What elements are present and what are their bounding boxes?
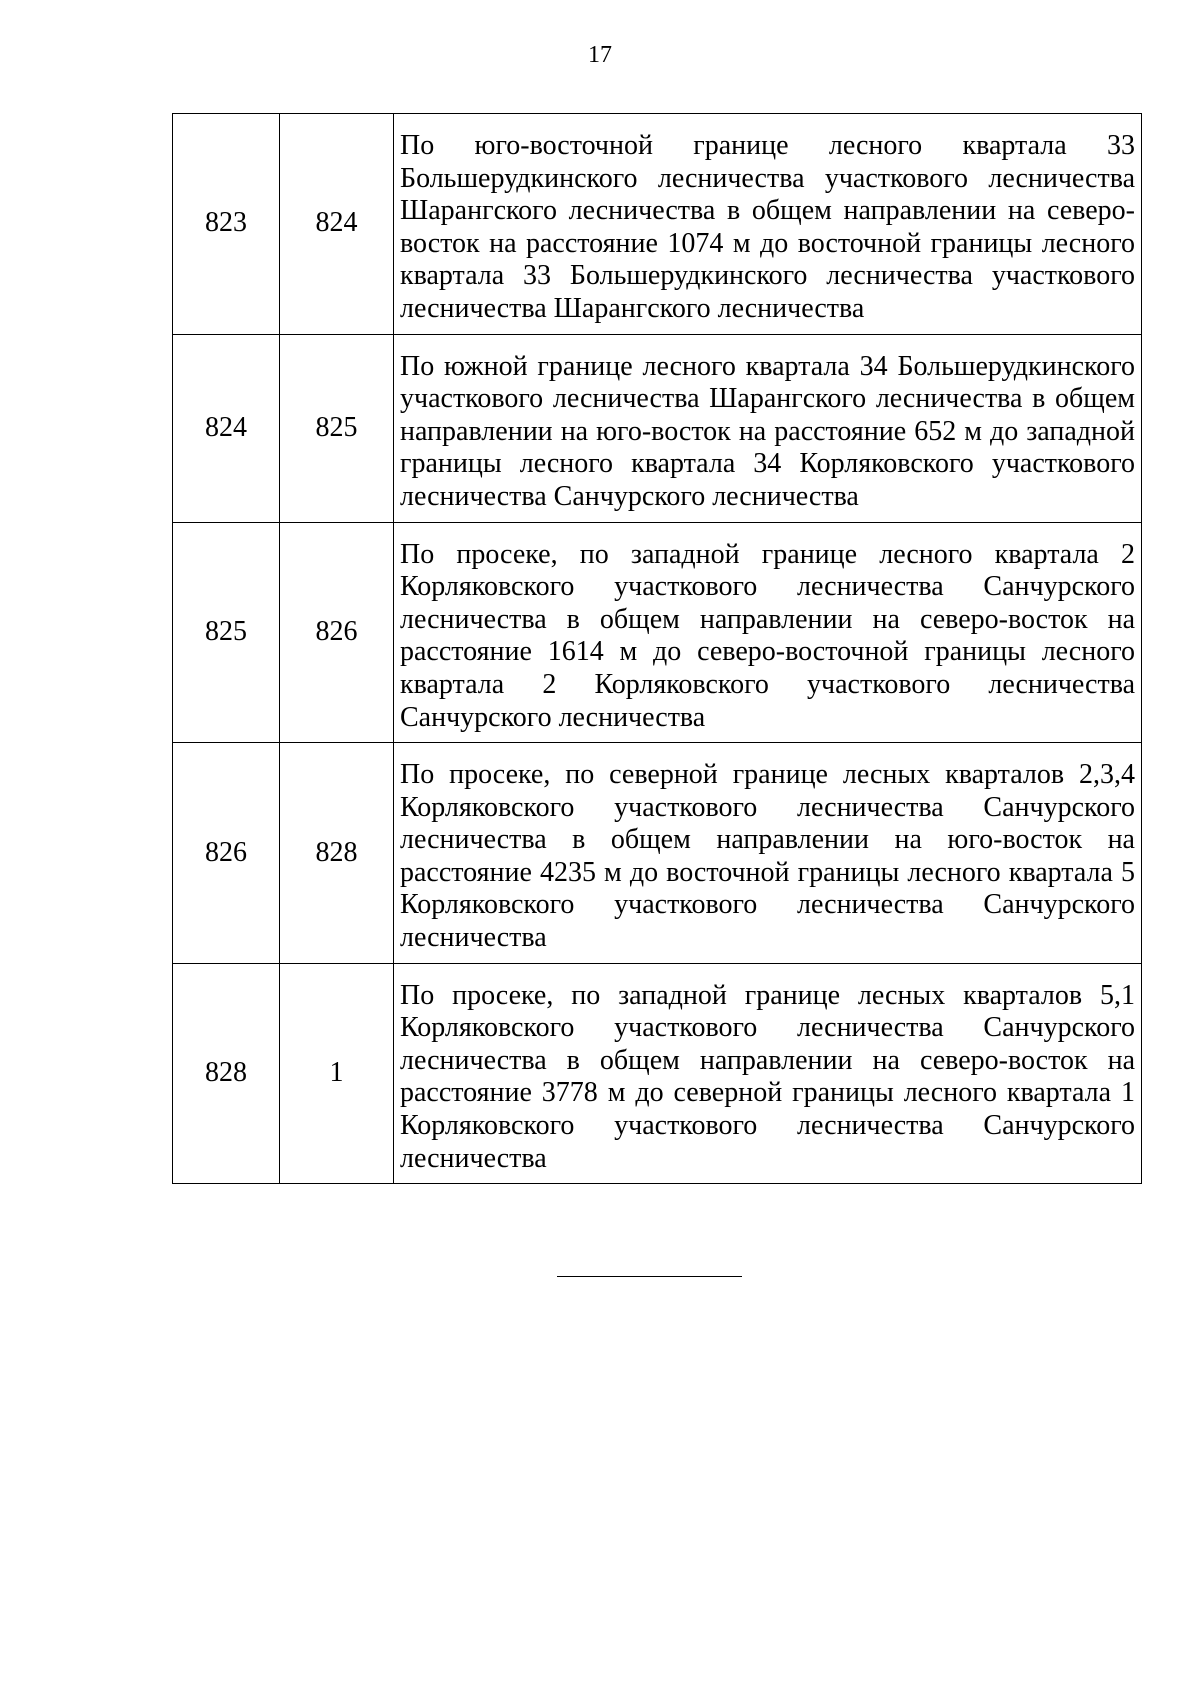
from-point-cell: 825 bbox=[173, 522, 280, 743]
boundary-description-cell: По юго-восточной границе лесного квартала 33 Большерудкинского лесничества участкового лесничества Шарангского лесничества в общем направлении на северо-восток на расстояние 1074 м до восточной границы лесного квартала 33 Большерудкинского лесничества участкового лесничества Шарангского лесничества bbox=[394, 114, 1142, 335]
from-point-cell: 824 bbox=[173, 334, 280, 522]
page-number: 17 bbox=[588, 42, 612, 68]
boundary-description-table bbox=[172, 113, 1142, 1184]
boundary-description-cell: По просеке, по западной границе лесного квартала 2 Корляковского участкового лесничества Санчурского лесничества в общем направлении на северо-восток на расстояние 1614 м до северо-восточной границы лесного квартала 2 Корляковского участкового лесничества Санчурского лесничества bbox=[394, 522, 1142, 743]
to-point-cell: 828 bbox=[280, 743, 394, 964]
table-row bbox=[173, 114, 1142, 335]
to-point-cell: 824 bbox=[280, 114, 394, 335]
table-row bbox=[173, 963, 1142, 1184]
from-point-cell: 823 bbox=[173, 114, 280, 335]
from-point-cell: 826 bbox=[173, 743, 280, 964]
boundary-description-cell: По просеке, по западной границе лесных кварталов 5,1 Корляковского участкового лесничества Санчурского лесничества в общем направлении на северо-восток на расстояние 3778 м до северной границы лесного квартала 1 Корляковского участкового лесничества Санчурского лесничества bbox=[394, 963, 1142, 1184]
to-point-cell: 826 bbox=[280, 522, 394, 743]
to-point-cell: 825 bbox=[280, 334, 394, 522]
table-row bbox=[173, 522, 1142, 743]
to-point-cell: 1 bbox=[280, 963, 394, 1184]
boundary-description-cell: По просеке, по северной границе лесных кварталов 2,3,4 Корляковского участкового лесничества Санчурского лесничества в общем направлении на юго-восток на расстояние 4235 м до восточной границы лесного квартала 5 Корляковского участкового лесничества Санчурского лесничества bbox=[394, 743, 1142, 964]
end-of-document-rule bbox=[557, 1276, 742, 1277]
table-row bbox=[173, 334, 1142, 522]
boundary-description-cell: По южной границе лесного квартала 34 Большерудкинского участкового лесничества Шарангского лесничества в общем направлении на юго-восток на расстояние 652 м до западной границы лесного квартала 34 Корляковского участкового лесничества Санчурского лесничества bbox=[394, 334, 1142, 522]
table-row bbox=[173, 743, 1142, 964]
from-point-cell: 828 bbox=[173, 963, 280, 1184]
